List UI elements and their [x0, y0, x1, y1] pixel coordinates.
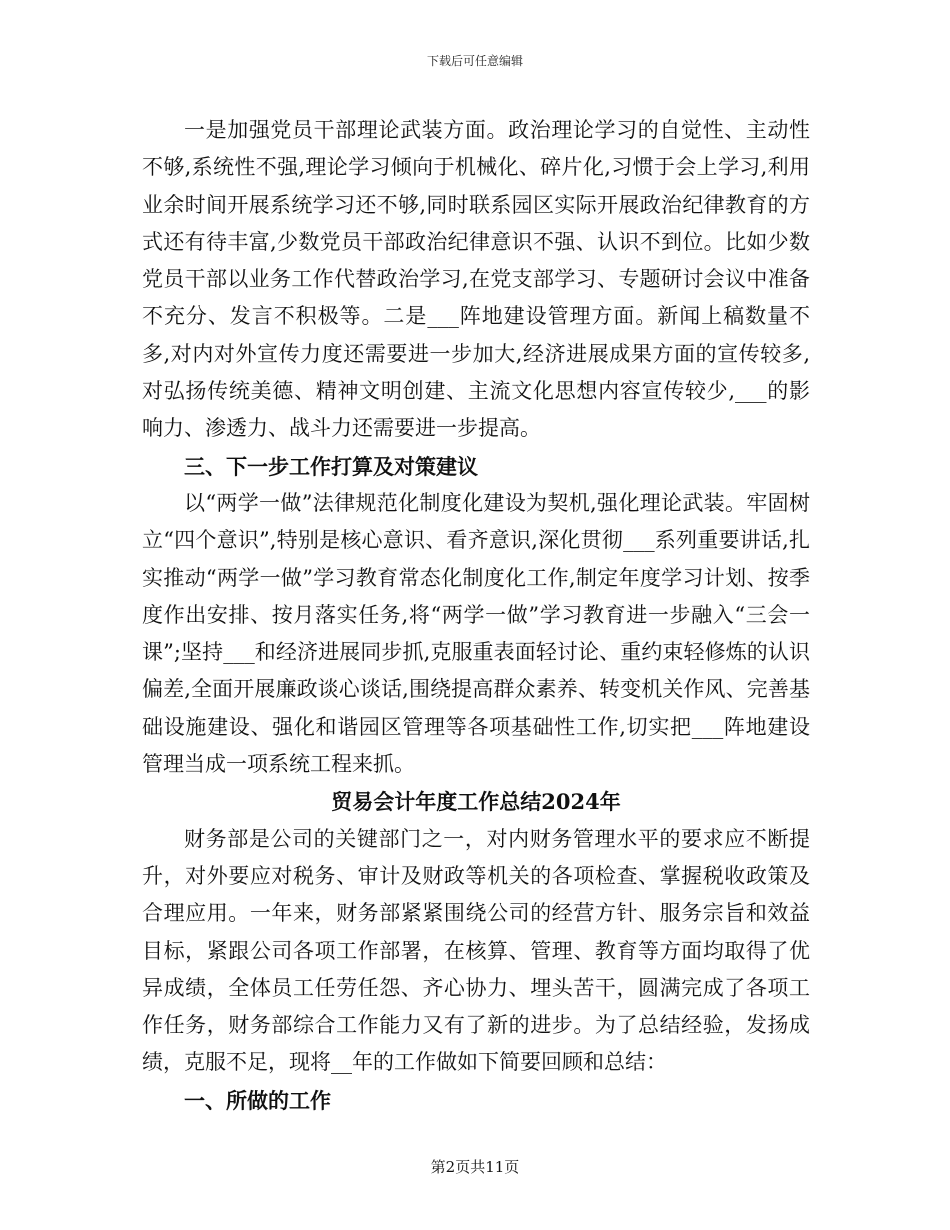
paragraph-3: 财务部是公司的关键部门之一，对内财务管理水平的要求应不断提升，对外要应对税务、审计及财政等机关的各项检查、掌握税收政策及合理应用。一年来，财务部紧紧围绕公司的经营方针、服务宗旨和效益目标，紧跟公司各项工作部署，在核算、管理、教育等方面均取得了优异成绩，全体员工任劳任怨、齐心协力、埋头苦干，圆满完成了各项工作任务，财务部综合工作能力又有了新的进步。为了总结经验，发扬成绩，克服不足，现将__年的工作做如下简要回顾和总结：: [142, 826, 810, 1075]
header-note: 下载后可任意编辑: [426, 54, 523, 68]
document-title: 贸易会计年度工作总结2024年: [331, 789, 621, 815]
document-body: [142, 112, 810, 1119]
section-heading-next-steps: 三、下一步工作打算及对策建议: [184, 453, 478, 479]
page-number: 第2页共11页: [430, 1158, 520, 1176]
paragraph-2: 以“两学一做”法律规范化制度化建设为契机,强化理论武装。牢固树立“四个意识”,特别是核心意识、看齐意识,深化贯彻___系列重要讲话,扎实推动“两学一做”学习教育常态化制度化工作,制定年度学习计划、按季度作出安排、按月落实任务,将“两学一做”学习教育进一步融入“三会一课”;坚持___和经济进展同步抓,克服重表面轻讨论、重约束轻修炼的认识偏差,全面开展廉政谈心谈话,围绕提高群众素养、转变机关作风、完善基础设施建设、强化和谐园区管理等各项基础性工作,切实把___阵地建设管理当成一项系统工程来抓。: [142, 490, 810, 777]
section-heading-work-done: 一、所做的工作: [184, 1087, 331, 1113]
paragraph-1: 一是加强党员干部理论武装方面。政治理论学习的自觉性、主动性不够,系统性不强,理论学习倾向于机械化、碎片化,习惯于会上学习,利用业余时间开展系统学习还不够,同时联系园区实际开展政治纪律教育的方式还有待丰富,少数党员干部政治纪律意识不强、认识不到位。比如少数党员干部以业务工作代替政治学习,在党支部学习、专题研讨会议中准备不充分、发言不积极等。二是___阵地建设管理方面。新闻上稿数量不多,对内对外宣传力度还需要进一步加大,经济进展成果方面的宣传较多,对弘扬传统美德、精神文明创建、主流文化思想内容宣传较少,___的影响力、渗透力、战斗力还需要进一步提高。: [142, 118, 810, 441]
